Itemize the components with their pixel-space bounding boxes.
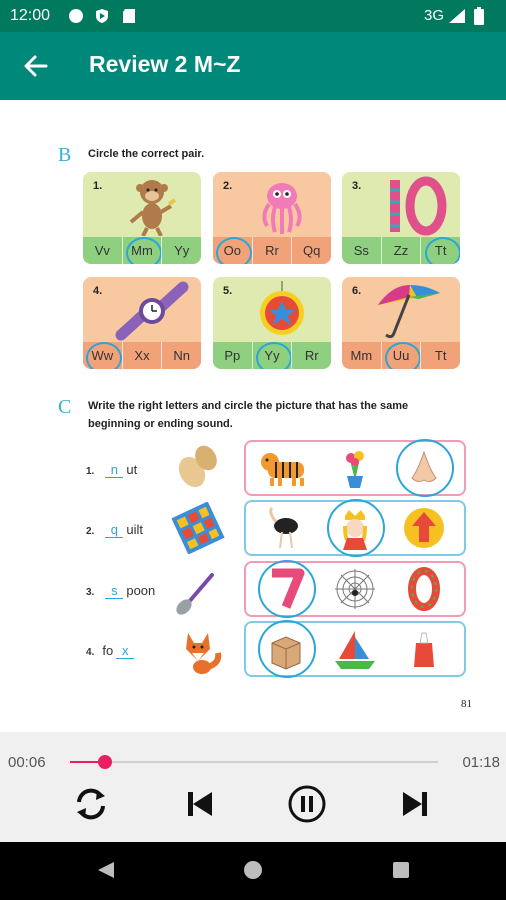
word-fill-label — [86, 583, 155, 599]
app-bar — [0, 32, 506, 100]
word-num: 2. — [86, 526, 95, 537]
fox-picture — [168, 623, 228, 680]
glue-picture[interactable] — [394, 627, 454, 676]
ostrich-picture[interactable] — [256, 506, 316, 555]
tiger-picture[interactable] — [256, 446, 316, 495]
spider-web-picture[interactable] — [325, 567, 385, 616]
page-number: 81 — [461, 698, 472, 710]
letter-option[interactable]: Tt — [420, 342, 460, 369]
skip-next-icon[interactable] — [395, 784, 435, 824]
letter-option[interactable]: Oo — [213, 237, 252, 264]
answer-circle — [327, 499, 385, 557]
letter-options — [83, 342, 201, 369]
letter-options — [213, 342, 331, 369]
letter-option[interactable]: Pp — [224, 348, 241, 363]
letter-options — [342, 237, 460, 264]
number-10-picture — [366, 176, 456, 236]
letter-option[interactable]: Nn — [161, 342, 201, 369]
section-c-instruction-line1: Write the right letters and circle the picture that has the same — [88, 400, 409, 412]
sailboat-picture[interactable] — [325, 627, 385, 676]
word-suffix: uilt — [126, 522, 143, 537]
signal-icon — [448, 8, 466, 29]
letter-option[interactable]: Xx — [122, 342, 162, 369]
letter-option[interactable]: Uu — [381, 342, 421, 369]
letter-option[interactable]: Rr — [291, 342, 331, 369]
answer-circle — [258, 560, 316, 618]
page-title: Review 2 M~Z — [89, 51, 241, 77]
answer-circle — [396, 439, 454, 497]
letter-option[interactable]: Vv — [94, 243, 110, 258]
number-0-picture[interactable] — [394, 567, 454, 616]
yo-yo-picture — [237, 281, 327, 341]
repeat-icon[interactable] — [71, 784, 111, 824]
pair-card — [83, 277, 201, 369]
elapsed-time: 00:06 — [8, 754, 46, 771]
word-fill-label — [86, 462, 137, 478]
card-number: 2. — [223, 180, 233, 192]
section-c-instruction-line2: beginning or ending sound. — [88, 418, 233, 430]
word-fill-label — [86, 522, 143, 538]
spoon-picture — [168, 563, 228, 620]
letter-option[interactable]: Zz — [381, 237, 421, 264]
letter-options — [342, 342, 460, 369]
shield-icon — [94, 8, 110, 29]
monkey-picture — [107, 176, 197, 236]
card-number: 5. — [223, 285, 233, 297]
letter-option[interactable]: Yy — [252, 342, 292, 369]
network-type: 3G — [423, 7, 444, 24]
letter-option[interactable]: Mm — [350, 348, 373, 363]
arrow-picture[interactable] — [394, 506, 454, 555]
notification-dot-icon — [68, 8, 84, 29]
section-c-letter: C — [58, 396, 72, 418]
quilt-picture — [168, 502, 228, 559]
system-nav-bar — [0, 842, 506, 900]
total-time: 01:18 — [462, 754, 500, 771]
status-time: 12:00 — [10, 7, 51, 24]
section-b-instruction: Circle the correct pair. — [88, 148, 205, 160]
letter-option[interactable]: Yy — [161, 237, 201, 264]
seek-track[interactable] — [70, 761, 438, 763]
status-bar — [0, 0, 506, 32]
letter-option[interactable]: Ss — [353, 243, 369, 258]
picture-choices — [244, 500, 466, 556]
letter-options — [83, 237, 201, 264]
pair-card — [342, 277, 460, 369]
letter-option[interactable]: Rr — [252, 237, 292, 264]
nav-recents-icon[interactable] — [391, 860, 411, 885]
word-num: 3. — [86, 587, 95, 598]
word-num: 1. — [86, 466, 95, 477]
pair-card — [213, 277, 331, 369]
back-arrow-icon[interactable] — [22, 52, 50, 80]
pair-card — [213, 172, 331, 264]
letter-option[interactable]: Mm — [122, 237, 162, 264]
skip-previous-icon[interactable] — [180, 784, 220, 824]
word-fill-label — [86, 643, 137, 659]
card-number: 3. — [352, 180, 362, 192]
answer-blank[interactable]: x — [116, 643, 134, 659]
letter-option[interactable]: Tt — [420, 237, 460, 264]
word-suffix: poon — [126, 583, 156, 598]
audio-player — [0, 732, 506, 842]
workbook-page[interactable] — [0, 100, 506, 732]
flowers-picture[interactable] — [325, 446, 385, 495]
word-num: 4. — [86, 647, 95, 658]
answer-blank[interactable]: n — [105, 462, 123, 478]
pair-card — [83, 172, 201, 264]
pause-icon[interactable] — [287, 784, 327, 824]
nav-home-icon[interactable] — [243, 860, 263, 885]
seek-thumb[interactable] — [98, 755, 112, 769]
card-number: 1. — [93, 180, 103, 192]
letter-option[interactable]: Qq — [291, 237, 331, 264]
answer-circle — [258, 620, 316, 678]
word-suffix: ut — [126, 462, 138, 477]
answer-blank[interactable]: s — [105, 583, 123, 599]
card-number: 4. — [93, 285, 103, 297]
pair-card — [342, 172, 460, 264]
watch-picture — [107, 281, 197, 341]
sd-card-icon — [122, 8, 136, 29]
letter-option[interactable]: Ww — [83, 342, 122, 369]
battery-icon — [474, 7, 484, 30]
nav-back-icon[interactable] — [96, 860, 116, 885]
octopus-picture — [237, 176, 327, 236]
letter-options — [213, 237, 331, 264]
umbrella-picture — [366, 281, 456, 341]
answer-blank[interactable]: q — [105, 522, 123, 538]
section-b-letter: B — [58, 144, 72, 166]
peanut-picture — [168, 442, 228, 499]
word-prefix: fo — [102, 643, 114, 658]
picture-choices — [244, 561, 466, 617]
picture-choices — [244, 440, 466, 496]
card-number: 6. — [352, 285, 362, 297]
picture-choices — [244, 621, 466, 677]
